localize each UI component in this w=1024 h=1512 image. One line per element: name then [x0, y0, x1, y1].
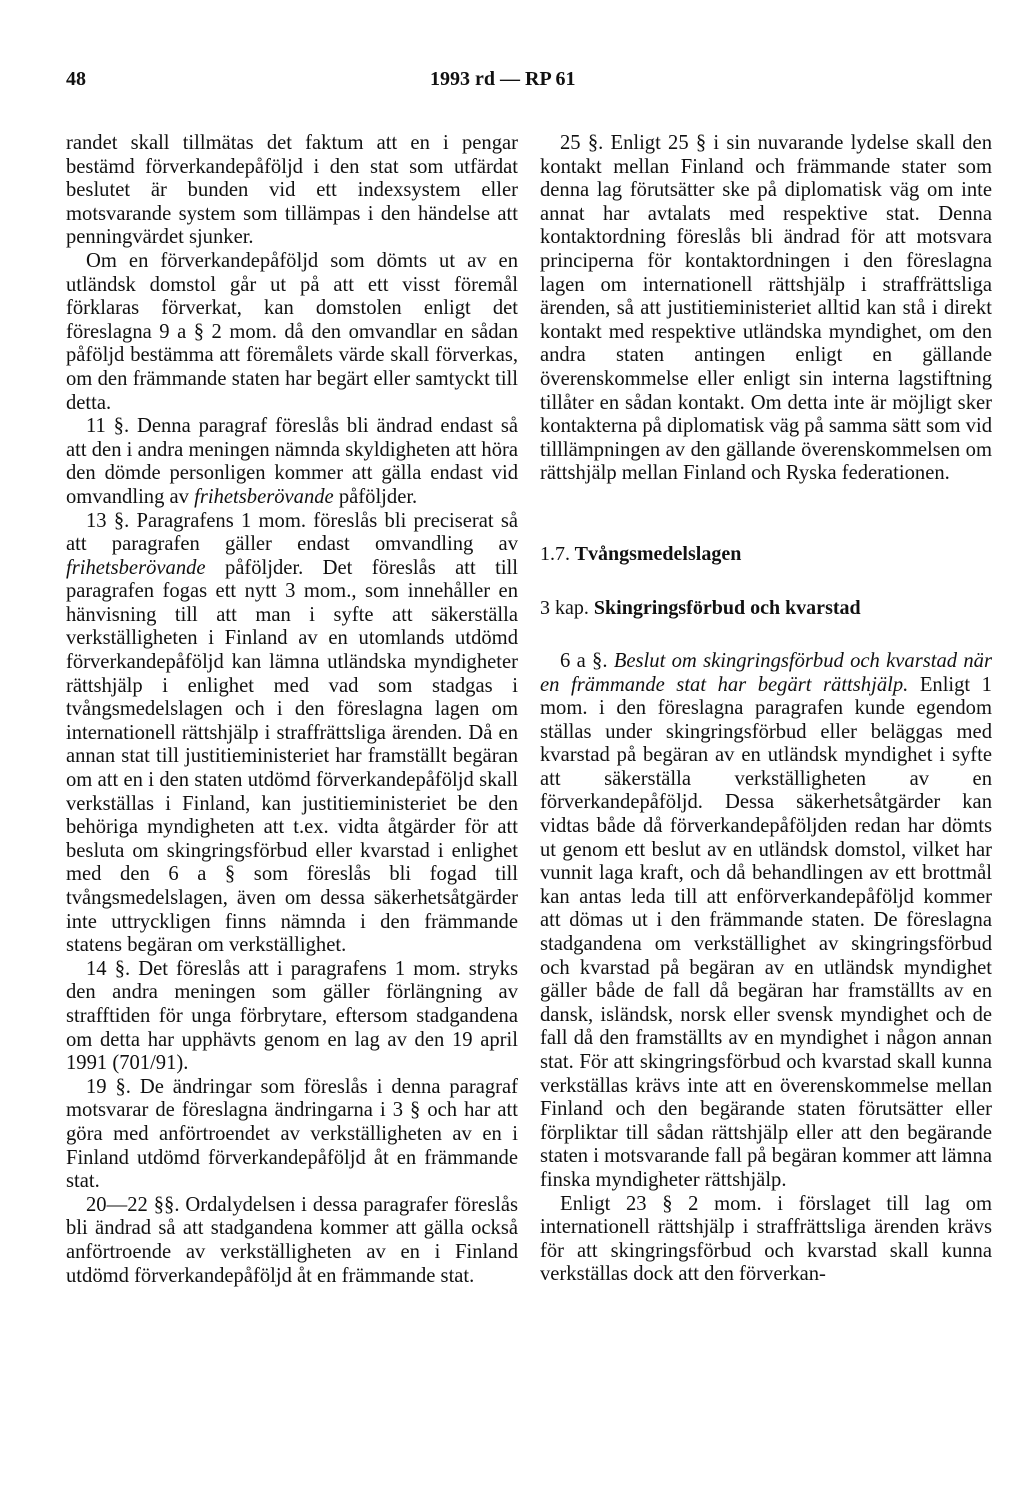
paragraph-text: påföljder. Det föreslås att till paragrafen fogas ett nytt 3 mom., som innehåller en hänvisning till att man i syfte att säkerställa verkställigheten i Finland av en utomlands utdömd förverkandepåföljd kan lämna utländska myndigheter rättshjälp i enlighet med vad som stadgas i tvångsmedelslagen och i den föreslagna lagen om internationell rättshjälp i straffrättsliga ärenden. Då en annan stat till justitieministeriet har framställt begäran om att en i den staten utdömd förverkandepåföljd skall verkställas i Finland, kan justitieministeriet be den behöriga myndigheten att t.ex. vidta åtgärder för att besluta om skingringsförbud eller kvarstad i enlighet med den 6 a § som föreslås bli fogad till tvångsmedelslagen, även om dessa säkerhetsåtgärder inte uttryckligen finns nämnda i den främmande statens begäran om verkställighet.	[66, 556, 518, 957]
italic-heading: Beslut om skingringsförbud och kvarstad när en främmande stat har begärt rättshjälp.	[540, 649, 992, 696]
section-number: 1.7.	[540, 542, 570, 565]
document-reference: 1993 rd — RP 61	[430, 68, 576, 90]
paragraph-continuation: randet skall tillmätas det faktum att en i pengar bestämd förverkandepåföljd i den stat som utfärdat beslutet är bunden vid ett indexsystem eller motsvarande system som tillämpas i den händelse att penningvärdet sjunker.	[66, 132, 518, 249]
paragraph-confiscation: Om en förverkandepåföljd som dömts ut av en utländsk domstol går ut på att ett visst föremål förklaras förverkat, kan domstolen enligt det föreslagna 9 a § 2 mom. då den omvandlar en sådan påföljd bestämma att föremålets värde skall förverkas, om den främmande staten har begärt eller samtyckt till detta.	[66, 249, 518, 414]
paragraph-section-14: 14 §. Det föreslås att i paragrafens 1 mom. stryks den andra meningen som gäller förlängning av strafftiden för unga förbrytare, eftersom stadgandena om detta har upphävts genom en lag av den 19 april 1991 (701/91).	[66, 957, 518, 1075]
paragraph-section-25: 25 §. Enligt 25 § i sin nuvarande lydelse skall den kontakt mellan Finland och främmande stater som denna lag förutsätter ske på diplomatisk väg om inte annat har avtalats med respektive stat. Denna kontaktordning föreslås bli ändrad för att motsvara principerna för kontaktordningen i den föreslagna lagen om internationell rättshjälp i straffrättsliga ärenden, så att justitieministeriet alltid kan stå i direkt kontakt med respektive utländska myndighet, om den andra staten antingen enligt en gällande överenskommelse eller enligt sin interna lagstiftning tillåter en sådan kontakt. Om detta inte är möjligt sker kontakterna på diplomatisk väg på samma sätt som vid tilllämpningen av den gällande överenskommelsen om rättshjälp mellan Finland och Ryska federationen.	[540, 132, 992, 485]
paragraph-text: Enligt 1 mom. i den föreslagna paragrafen kunde egendom ställas under skingringsförbud eller beläggas med kvarstad på begäran av en utländsk myndighet i syfte att säkerställa verkställigheten av en förverkandepåföljd. Dessa säkerhetsåtgärder kan vidtas både då förverkandepåföljden redan har dömts ut genom ett beslut av en utländsk domstol, vilket har vunnit laga kraft, och då behandlingen av ett brottmål kan antas leda till att enförverkandepåföljd kommer att dömas ut i den främmande staten. De föreslagna stadgandena om verkställighet av skingringsförbud och kvarstad på begäran av en utländsk myndighet gäller både de fall då begäran har framställts av en dansk, isländsk, norsk eller svensk myndighet och de fall då den framställts av en myndighet i någon annan stat. För att skingringsförbud och kvarstad skall kunna verkställas krävs inte att en överenskommelse mellan Finland och den begärande staten förutsätter eller förpliktar till sådan rättshjälp eller att den begärande staten i motsvarande fall på begäran kommer att lämna finska myndigheter rättshjälp.	[540, 673, 992, 1191]
paragraph-section-19: 19 §. De ändringar som föreslås i denna paragraf motsvarar de föreslagna ändringarna i 3 § och har att göra med anförtroendet av verkställigheten av en i Finland utdömd förverkandepåföljd åt en främmande stat.	[66, 1075, 518, 1193]
chapter-number: 3 kap.	[540, 596, 589, 619]
section-number: 6 a §.	[560, 649, 608, 672]
paragraph-section-23: Enligt 23 § 2 mom. i förslaget till lag om internationell rättshjälp i straffrättsliga ärenden krävs för att skingringsförbud och kvarstad skall kunna verkställas dock att den förverkan-	[540, 1192, 992, 1286]
paragraph-section-6a	[540, 650, 992, 1193]
chapter-title: Skingringsförbud och kvarstad	[593, 596, 861, 619]
left-column	[66, 132, 518, 1288]
paragraph-section-13	[66, 510, 518, 958]
spacer	[540, 620, 992, 650]
italic-term: frihetsberövande	[194, 485, 334, 508]
section-heading	[540, 542, 992, 566]
italic-term: frihetsberövande	[66, 556, 206, 579]
paragraph-section-20-22: 20—22 §§. Ordalydelsen i dessa paragrafer föreslås bli ändrad så att stadgandena kommer att gälla också anförtroende av verkställigheten av en i Finland utdömd förverkandepåföljd åt en främmande stat.	[66, 1193, 518, 1287]
paragraph-text: 11 §. Denna paragraf föreslås bli ändrad endast så att den i andra meningen nämnda skyldigheten att höra den dömde personligen kommer att gälla endast vid omvandling av	[66, 415, 518, 508]
section-title: Tvångsmedelslagen	[574, 542, 742, 565]
spacer	[540, 486, 992, 542]
page-number: 48	[66, 68, 86, 90]
paragraph-section-11	[66, 415, 518, 509]
right-column	[540, 132, 992, 1287]
paragraph-text: påföljder.	[338, 485, 418, 508]
paragraph-text: 13 §. Paragrafens 1 mom. föreslås bli preciserat så att paragrafen gäller endast omvandling av	[66, 509, 518, 556]
spacer	[540, 566, 992, 596]
chapter-heading	[540, 596, 992, 620]
page-header	[0, 68, 1024, 98]
